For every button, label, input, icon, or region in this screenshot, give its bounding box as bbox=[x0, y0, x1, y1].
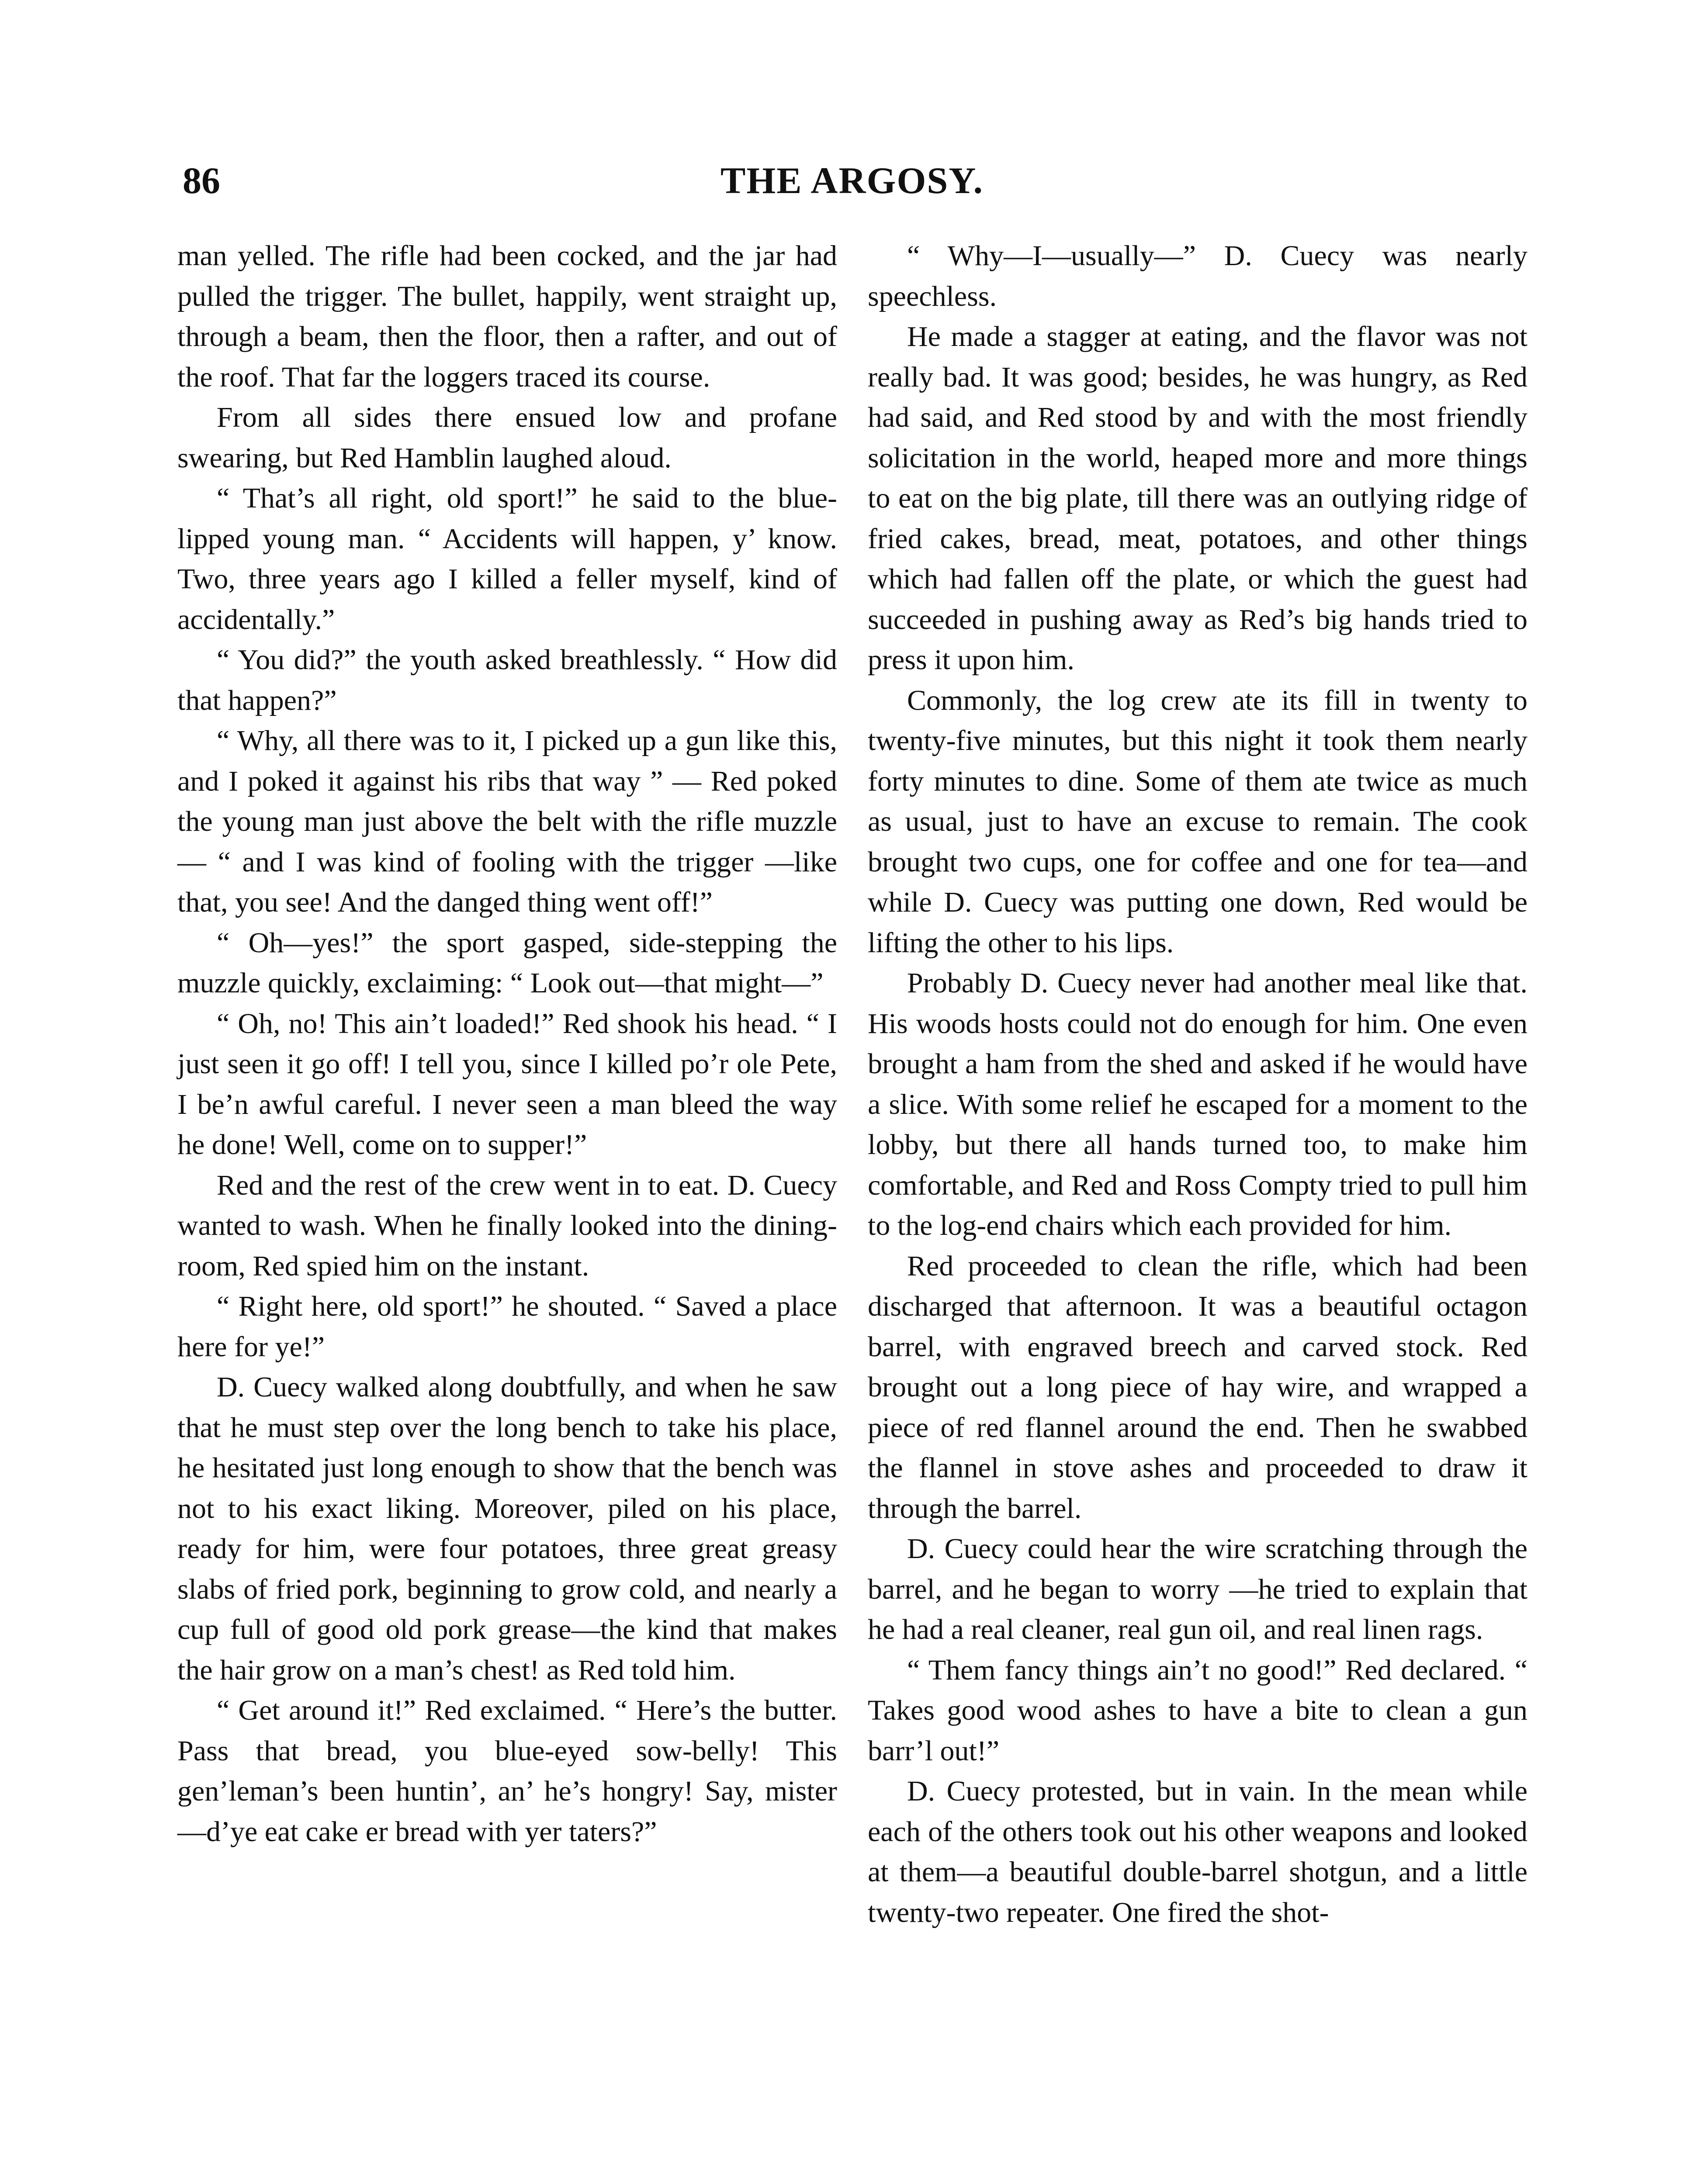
paragraph: “ Them fancy things ain’t no good!” Red declared. “ Takes good wood ashes to have a bite to clean a gun barr’l out!” bbox=[868, 1654, 1527, 1767]
right-column bbox=[868, 236, 1527, 1933]
paragraph: Commonly, the log crew ate its fill in twenty to twenty-five minutes, but this night it took them nearly forty minutes to dine. Some of them ate twice as much as usual, just to have an excuse to remain. The cook brought two cups, one for coffee and one for tea—and while D. Cuecy was putting one down, Red would be lifting the other to his lips. bbox=[868, 684, 1527, 959]
paragraph: Probably D. Cuecy never had another meal like that. His woods hosts could not do enough for him. One even brought a ham from the shed and asked if he would have a slice. With some relief he escaped for a moment to the lobby, but there all hands turned too, to make him comfortable, and Red and Ross Compty tried to pull him to the log-end chairs which each provided for him. bbox=[868, 967, 1527, 1241]
paragraph: D. Cuecy protested, but in vain. In the mean while each of the others took out his other weapons and looked at them—a beautiful double-barrel shotgun, and a little twenty-two repeater. One fired the shot- bbox=[868, 1775, 1527, 1928]
paragraph: Red and the rest of the crew went in to eat. D. Cuecy wanted to wash. When he finally looked into the dining-room, Red spied him on the instant. bbox=[177, 1169, 837, 1282]
paragraph: “ Get around it!” Red exclaimed. “ Here’s the butter. Pass that bread, you blue-eyed sow-belly! This gen’leman’s been huntin’, an’ he’s hongry! Say, mister —d’ye eat cake er bread with yer taters?” bbox=[177, 1694, 837, 1848]
paragraph: D. Cuecy walked along doubtfully, and when he saw that he must step over the long bench to take his place, he hesitated just long enough to show that the bench was not to his exact liking. Moreover, piled on his place, ready for him, were four potatoes, three great greasy slabs of fried pork, beginning to grow cold, and nearly a cup full of good old pork grease—the kind that makes the hair grow on a man’s chest! as Red told him. bbox=[177, 1371, 837, 1686]
paragraph: “ That’s all right, old sport!” he said to the blue-lipped young man. “ Accidents will happen, y’ know. Two, three years ago I killed a feller myself, kind of accidentally.” bbox=[177, 482, 837, 636]
running-head: THE ARGOSY. bbox=[720, 159, 984, 201]
paragraph: He made a stagger at eating, and the flavor was not really bad. It was good; besides, he was hungry, as Red had said, and Red stood by and with the most friendly solicitation in the world, heaped more and more things to eat on the big plate, till there was an outlying ridge of fried cakes, bread, meat, potatoes, and other things which had fallen off the plate, or which the guest had succeeded in pushing away as Red’s big hands tried to press it upon him. bbox=[868, 321, 1527, 676]
paragraph: “ Right here, old sport!” he shouted. “ Saved a place here for ye!” bbox=[177, 1290, 837, 1363]
paragraph: From all sides there ensued low and profane swearing, but Red Hamblin laughed aloud. bbox=[177, 401, 837, 474]
paragraph: man yelled. The rifle had been cocked, and the jar had pulled the trigger. The bullet, happily, went straight up, through a beam, then the floor, then a rafter, and out of the roof. That far the loggers traced its course. bbox=[177, 240, 837, 393]
paragraph: “ Why—I—usually—” D. Cuecy was nearly speechless. bbox=[868, 240, 1527, 312]
paragraph: Red proceeded to clean the rifle, which had been discharged that afternoon. It was a beautiful octagon barrel, with engraved breech and carved stock. Red brought out a long piece of hay wire, and wrapped a piece of red flannel around the end. Then he swabbed the flannel in stove ashes and proceeded to draw it through the barrel. bbox=[868, 1250, 1527, 1524]
paragraph: D. Cuecy could hear the wire scratching through the barrel, and he began to worry —he tried to explain that he had a real cleaner, real gun oil, and real linen rags. bbox=[868, 1533, 1527, 1645]
paragraph: “ You did?” the youth asked breathlessly. “ How did that happen?” bbox=[177, 644, 837, 716]
paragraph: “ Why, all there was to it, I picked up a gun like this, and I poked it against his ribs that way ” — Red poked the young man just above the belt with the rifle muzzle— “ and I was kind of fooling with the trigger —like that, you see! And the danged thing went off!” bbox=[177, 725, 837, 918]
page-number: 86 bbox=[183, 159, 220, 201]
left-column bbox=[177, 236, 837, 1852]
paragraph: “ Oh, no! This ain’t loaded!” Red shook his head. “ I just seen it go off! I tell you, since I killed po’r ole Pete, I be’n awful careful. I never seen a man bleed the way he done! Well, come on to supper!” bbox=[177, 1007, 837, 1161]
paragraph: “ Oh—yes!” the sport gasped, side-stepping the muzzle quickly, exclaiming: “ Look out—that might—” bbox=[177, 926, 837, 999]
